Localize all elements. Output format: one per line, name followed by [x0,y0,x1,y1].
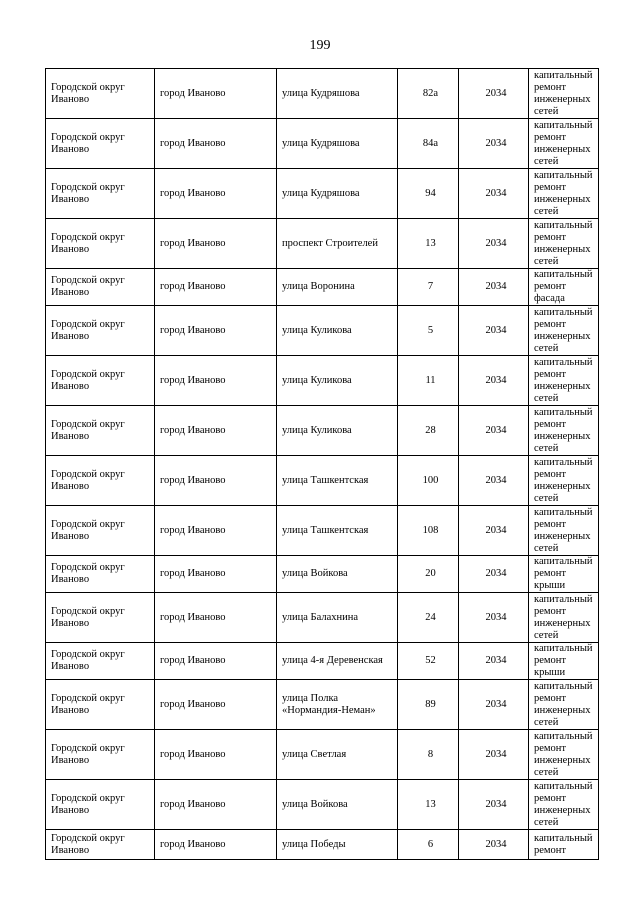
table-row [46,593,599,643]
table-row [46,219,599,269]
cell-house-number: 28 [398,406,459,456]
cell-settlement: город Иваново [155,456,277,506]
table-row [46,406,599,456]
cell-year: 2034 [459,406,529,456]
cell-year: 2034 [459,556,529,593]
cell-work-type: капитальный ремонт инженерных сетей [529,680,599,730]
table-row [46,730,599,780]
cell-house-number: 11 [398,356,459,406]
table-row [46,556,599,593]
cell-work-type: капитальный ремонт инженерных сетей [529,356,599,406]
cell-municipality: Городской округ Иваново [46,69,155,119]
cell-municipality: Городской округ Иваново [46,306,155,356]
cell-work-type: капитальный ремонт инженерных сетей [529,506,599,556]
cell-year: 2034 [459,730,529,780]
table-body [46,69,599,860]
cell-settlement: город Иваново [155,69,277,119]
cell-street: улица Кудряшова [277,69,398,119]
cell-house-number: 100 [398,456,459,506]
cell-street: улица Кудряшова [277,119,398,169]
cell-work-type: капитальный ремонт инженерных сетей [529,730,599,780]
cell-settlement: город Иваново [155,219,277,269]
cell-house-number: 6 [398,830,459,860]
cell-settlement: город Иваново [155,119,277,169]
cell-settlement: город Иваново [155,556,277,593]
cell-settlement: город Иваново [155,593,277,643]
cell-settlement: город Иваново [155,643,277,680]
cell-year: 2034 [459,69,529,119]
cell-house-number: 7 [398,269,459,306]
cell-work-type: капитальный ремонт инженерных сетей [529,406,599,456]
cell-settlement: город Иваново [155,169,277,219]
table-row [46,306,599,356]
table-row [46,456,599,506]
table-row [46,269,599,306]
cell-municipality: Городской округ Иваново [46,169,155,219]
cell-municipality: Городской округ Иваново [46,506,155,556]
cell-house-number: 24 [398,593,459,643]
cell-house-number: 13 [398,219,459,269]
cell-house-number: 20 [398,556,459,593]
table-row [46,643,599,680]
cell-street: улица Ташкентская [277,456,398,506]
table-row [46,830,599,860]
cell-house-number: 108 [398,506,459,556]
table-row [46,780,599,830]
cell-settlement: город Иваново [155,730,277,780]
cell-house-number: 5 [398,306,459,356]
cell-street: улица Победы [277,830,398,860]
cell-house-number: 84а [398,119,459,169]
cell-municipality: Городской округ Иваново [46,780,155,830]
cell-street: улица Войкова [277,556,398,593]
cell-municipality: Городской округ Иваново [46,456,155,506]
cell-street: улица Войкова [277,780,398,830]
cell-municipality: Городской округ Иваново [46,643,155,680]
cell-street: улица Куликова [277,356,398,406]
cell-work-type: капитальный ремонт крыши [529,643,599,680]
cell-municipality: Городской округ Иваново [46,680,155,730]
table-row [46,506,599,556]
table-row [46,680,599,730]
cell-street: улица Ташкентская [277,506,398,556]
cell-year: 2034 [459,643,529,680]
cell-street: улица Куликова [277,306,398,356]
cell-settlement: город Иваново [155,356,277,406]
cell-municipality: Городской округ Иваново [46,269,155,306]
cell-settlement: город Иваново [155,269,277,306]
cell-municipality: Городской округ Иваново [46,119,155,169]
cell-street: улица Балахнина [277,593,398,643]
cell-work-type: капитальный ремонт инженерных сетей [529,593,599,643]
cell-municipality: Городской округ Иваново [46,556,155,593]
cell-year: 2034 [459,269,529,306]
cell-settlement: город Иваново [155,506,277,556]
cell-house-number: 13 [398,780,459,830]
cell-municipality: Городской округ Иваново [46,830,155,860]
cell-house-number: 52 [398,643,459,680]
cell-year: 2034 [459,830,529,860]
cell-municipality: Городской округ Иваново [46,219,155,269]
table-row [46,169,599,219]
cell-work-type: капитальный ремонт крыши [529,556,599,593]
cell-work-type: капитальный ремонт инженерных сетей [529,119,599,169]
cell-house-number: 89 [398,680,459,730]
cell-year: 2034 [459,169,529,219]
cell-work-type: капитальный ремонт инженерных сетей [529,456,599,506]
table-row [46,119,599,169]
cell-municipality: Городской округ Иваново [46,406,155,456]
cell-municipality: Городской округ Иваново [46,593,155,643]
cell-settlement: город Иваново [155,306,277,356]
cell-street: улица Кудряшова [277,169,398,219]
cell-street: проспект Строителей [277,219,398,269]
registry-table [45,68,599,860]
cell-street: улица Светлая [277,730,398,780]
cell-year: 2034 [459,219,529,269]
cell-street: улица Куликова [277,406,398,456]
cell-year: 2034 [459,306,529,356]
cell-settlement: город Иваново [155,780,277,830]
table-row [46,356,599,406]
cell-street: улица 4-я Деревенская [277,643,398,680]
cell-settlement: город Иваново [155,680,277,730]
cell-work-type: капитальный ремонт инженерных сетей [529,169,599,219]
cell-year: 2034 [459,356,529,406]
cell-street: улица Воронина [277,269,398,306]
cell-house-number: 8 [398,730,459,780]
cell-work-type: капитальный ремонт инженерных сетей [529,780,599,830]
cell-work-type: капитальный ремонт инженерных сетей [529,306,599,356]
cell-work-type: капитальный ремонт фасада [529,269,599,306]
cell-work-type: капитальный ремонт [529,830,599,860]
cell-year: 2034 [459,119,529,169]
cell-house-number: 82а [398,69,459,119]
cell-street: улица Полка «Нормандия-Неман» [277,680,398,730]
cell-year: 2034 [459,456,529,506]
page-number: 199 [309,38,331,53]
cell-municipality: Городской округ Иваново [46,730,155,780]
cell-house-number: 94 [398,169,459,219]
cell-settlement: город Иваново [155,406,277,456]
cell-year: 2034 [459,780,529,830]
cell-year: 2034 [459,506,529,556]
cell-work-type: капитальный ремонт инженерных сетей [529,69,599,119]
cell-municipality: Городской округ Иваново [46,356,155,406]
cell-year: 2034 [459,593,529,643]
cell-work-type: капитальный ремонт инженерных сетей [529,219,599,269]
cell-year: 2034 [459,680,529,730]
table-row [46,69,599,119]
cell-settlement: город Иваново [155,830,277,860]
